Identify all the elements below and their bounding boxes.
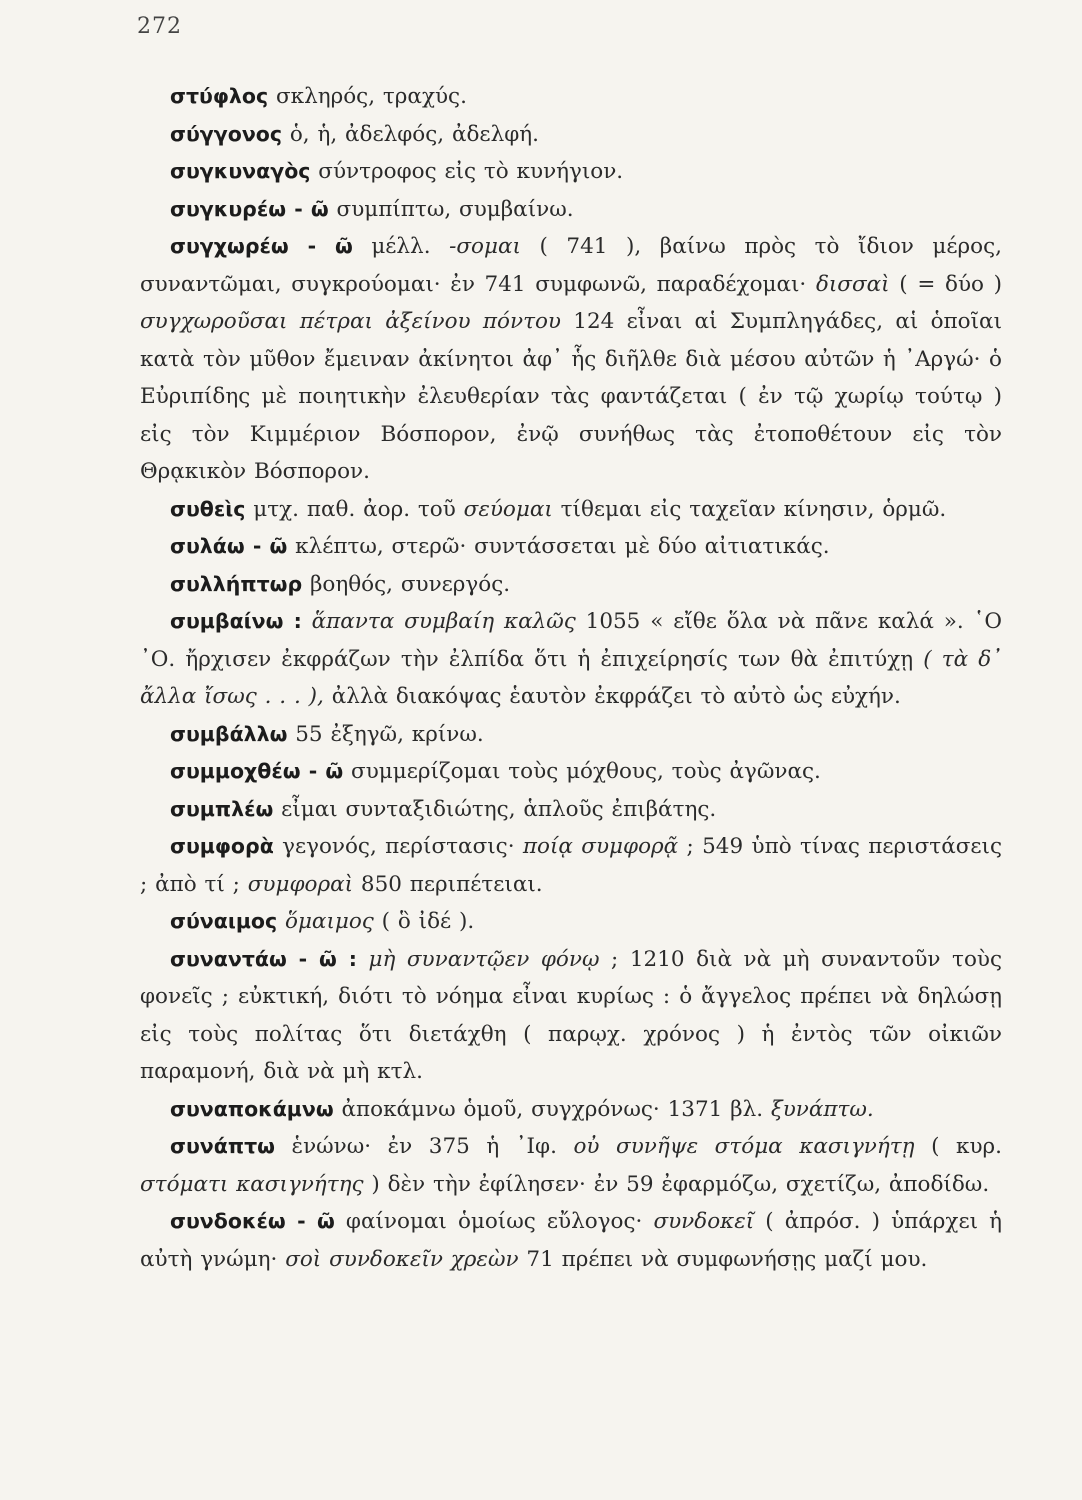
- entry-headword: συμπλέω: [170, 796, 274, 821]
- dictionary-entry: [140, 491, 1002, 529]
- entry-headword: συγκυρέω - ῶ: [170, 196, 329, 221]
- entry-quotation: στόματι κασιγνήτης: [140, 1171, 364, 1197]
- entry-headword: συμβαίνω :: [170, 609, 302, 633]
- entry-headword: συνάπτω: [170, 1134, 275, 1158]
- entry-text: συμπίπτω, συμβαίνω.: [328, 196, 574, 222]
- entry-quotation: σοὶ συνδοκεῖν χρεὼν: [285, 1246, 519, 1272]
- entry-quotation: συγχωροῦσαι πέτραι ἀξείνου πόντου: [140, 309, 561, 334]
- entry-headword: συμφορὰ: [170, 834, 274, 858]
- entry-headword: συμμοχθέω - ῶ: [170, 759, 344, 783]
- dictionary-entry: [140, 528, 1002, 566]
- entry-text: 850 περιπέτειαι.: [353, 871, 543, 897]
- dictionary-entry: [140, 716, 1002, 754]
- entry-text: μτχ. παθ. ἀορ. τοῦ: [245, 496, 464, 522]
- dictionary-entry: [140, 78, 1002, 116]
- entry-quotation: συνδοκεῖ: [653, 1209, 755, 1234]
- dictionary-entry: [140, 153, 1002, 191]
- entry-text: [277, 909, 285, 934]
- entry-text: [302, 609, 312, 634]
- entry-quotation: οὐ συνῆψε στόμα κασιγνήτῃ: [573, 1134, 915, 1159]
- entry-headword: σύναιμος: [170, 909, 278, 933]
- entry-text: 124 εἶναι αἱ Συμπληγάδες, αἱ ὁποῖαι κατὰ τὸν μῦθον ἔμειναν ἀκίνητοι ἀφ᾽ ἧς διῆλθε διὰ μέσου αὐτῶν ἡ ᾿Αργώ· ὁ Εὐριπίδης μὲ ποιητικὴν ἐλευθερίαν τὰς φαντάζεται ( ἐν τῷ χωρίῳ τούτῳ ) εἰς τὸν Κιμμέριον Βόσπορον, ἐνῷ συνήθως τὰς ἐτοποθέτουν εἰς τὸν Θρᾳκικὸν Βόσπορον.: [140, 309, 1002, 484]
- entry-text: 71 πρέπει νὰ συμφωνήσῃς μαζί μου.: [518, 1246, 928, 1272]
- entry-quotation: ὅμαιμος: [285, 909, 374, 934]
- entry-headword: στύφλος: [170, 84, 269, 108]
- entry-text: 1055 « εἴθε ὅλα νὰ πᾶνε καλά ». ῾Ο ᾿Ο. ἤρχισεν ἐκφράζων τὴν ἐλπίδα ὅτι ἡ ἐπιχείρησίς των θὰ ἐπιτύχῃ: [140, 609, 1002, 672]
- entry-text: μέλλ.: [352, 234, 450, 259]
- entry-text: ἀποκάμνω ὁμοῦ, συγχρόνως· 1371 βλ.: [333, 1096, 771, 1122]
- entry-text: ( ὃ ἰδέ ).: [373, 909, 475, 934]
- dictionary-entry: [140, 753, 1002, 791]
- dictionary-entry: [140, 1203, 1002, 1278]
- entry-text: ; 1210 διὰ νὰ μὴ συναντοῦν τοὺς φονεῖς ; εὐκτική, διότι τὸ νόημα εἶναι κυρίως : ὁ ἄγγελος πρέπει νὰ δηλώσῃ εἰς τοὺς πολίτας ὅτι διετάχθη ( παρῳχ. χρόνος ) ἡ ἐντὸς τῶν οἰκιῶν παραμονή, διὰ νὰ μὴ κτλ.: [140, 946, 1003, 1084]
- entry-quotation: ποίᾳ συμφορᾷ: [522, 834, 679, 859]
- entry-text: ) δὲν τὴν ἐφίλησεν· ἐν 59 ἐφαρμόζω, σχετίζω, ἀποδίδω.: [363, 1171, 990, 1197]
- entry-headword: συλάω - ῶ: [170, 534, 288, 558]
- entry-text: ἑνώνω· ἐν 375 ἡ ᾿Ιφ.: [274, 1134, 574, 1159]
- entry-text: ; 549 ὑπὸ τίνας περιστάσεις ; ἀπὸ τί ;: [140, 834, 1003, 897]
- entry-text: σύντροφος εἰς τὸ κυνήγιον.: [310, 159, 624, 184]
- entry-headword: συλλήπτωρ: [170, 571, 303, 596]
- dictionary-entry: [140, 1091, 1002, 1129]
- entry-headword: συγκυναγὸς: [170, 159, 311, 183]
- entry-text: συμμερίζομαι τοὺς μόχθους, τοὺς ἀγῶνας.: [343, 759, 821, 784]
- entry-headword: συναποκάμνω: [170, 1096, 334, 1121]
- entry-quotation: ξυνάπτω.: [770, 1096, 874, 1122]
- entry-quotation: ( τὰ δ᾽ ἄλλα ἴσως . . . ),: [140, 646, 1002, 709]
- entry-text: ( = δύο ): [889, 271, 1003, 297]
- entry-headword: συμβάλλω: [170, 721, 288, 746]
- dictionary-entry: [140, 116, 1002, 154]
- entry-text: ὁ, ἡ, ἀδελφός, ἀδελφή.: [282, 121, 539, 147]
- entry-text: κλέπτω, στερῶ· συντάσσεται μὲ δύο αἰτιατικάς.: [287, 534, 830, 559]
- entry-text: βοηθός, συνεργός.: [302, 571, 511, 597]
- dictionary-entry: [140, 566, 1002, 604]
- entry-quotation: σεύομαι: [463, 496, 553, 522]
- entry-text: εἶμαι συνταξιδιώτης, ἁπλοῦς ἐπιβάτης.: [273, 796, 717, 822]
- entry-headword: συναντάω - ῶ :: [170, 946, 357, 971]
- page-number: 272: [137, 14, 182, 39]
- dictionary-entry: [140, 941, 1002, 1091]
- entry-text: ( ἀπρόσ. ) ὑπάρχει ἡ αὐτὴ γνώμη·: [140, 1209, 1002, 1272]
- entry-quotation: ἅπαντα συμβαίη καλῶς: [311, 609, 576, 634]
- entry-text: σκληρός, τραχύς.: [268, 84, 467, 109]
- entry-headword: σύγγονος: [170, 121, 283, 146]
- entry-quotation: δισσαὶ: [815, 271, 890, 297]
- dictionary-entry: [140, 903, 1002, 941]
- dictionary-entry: [140, 228, 1002, 491]
- entry-text: 55 ἐξηγῶ, κρίνω.: [287, 721, 484, 747]
- entry-quotation: -σομαι: [449, 234, 521, 259]
- dictionary-entry: [140, 791, 1002, 829]
- entry-quotation: μὴ συναντῷεν φόνῳ: [368, 946, 600, 972]
- entry-headword: συγχωρέω - ῶ: [170, 234, 353, 258]
- entry-text: γεγονός, περίστασις·: [273, 834, 523, 859]
- entry-text: φαίνομαι ὁμοίως εὔλογος·: [334, 1209, 654, 1234]
- entry-headword: συνδοκέω - ῶ: [170, 1209, 335, 1233]
- entry-text: τίθεμαι εἰς ταχεῖαν κίνησιν, ὁρμῶ.: [552, 496, 947, 522]
- dictionary-entry: [140, 603, 1002, 716]
- entry-text: ( κυρ.: [914, 1134, 1002, 1159]
- dictionary-entry: [140, 828, 1002, 903]
- dictionary-entry: [140, 191, 1002, 229]
- entry-headword: συθεὶς: [170, 496, 246, 521]
- entry-text: [357, 947, 369, 972]
- entry-quotation: συμφοραὶ: [247, 871, 354, 897]
- entry-text: ἀλλὰ διακόψας ἑαυτὸν ἐκφράζει τὸ αὐτὸ ὡς εὐχήν.: [323, 684, 901, 709]
- dictionary-entries: [140, 78, 1002, 1278]
- dictionary-entry: [140, 1128, 1002, 1203]
- entry-text: ( 741 ), βαίνω πρὸς τὸ ἴδιον μέρος, συναντῶμαι, συγκρούομαι· ἐν 741 συμφωνῶ, παραδέχομαι·: [140, 234, 1002, 297]
